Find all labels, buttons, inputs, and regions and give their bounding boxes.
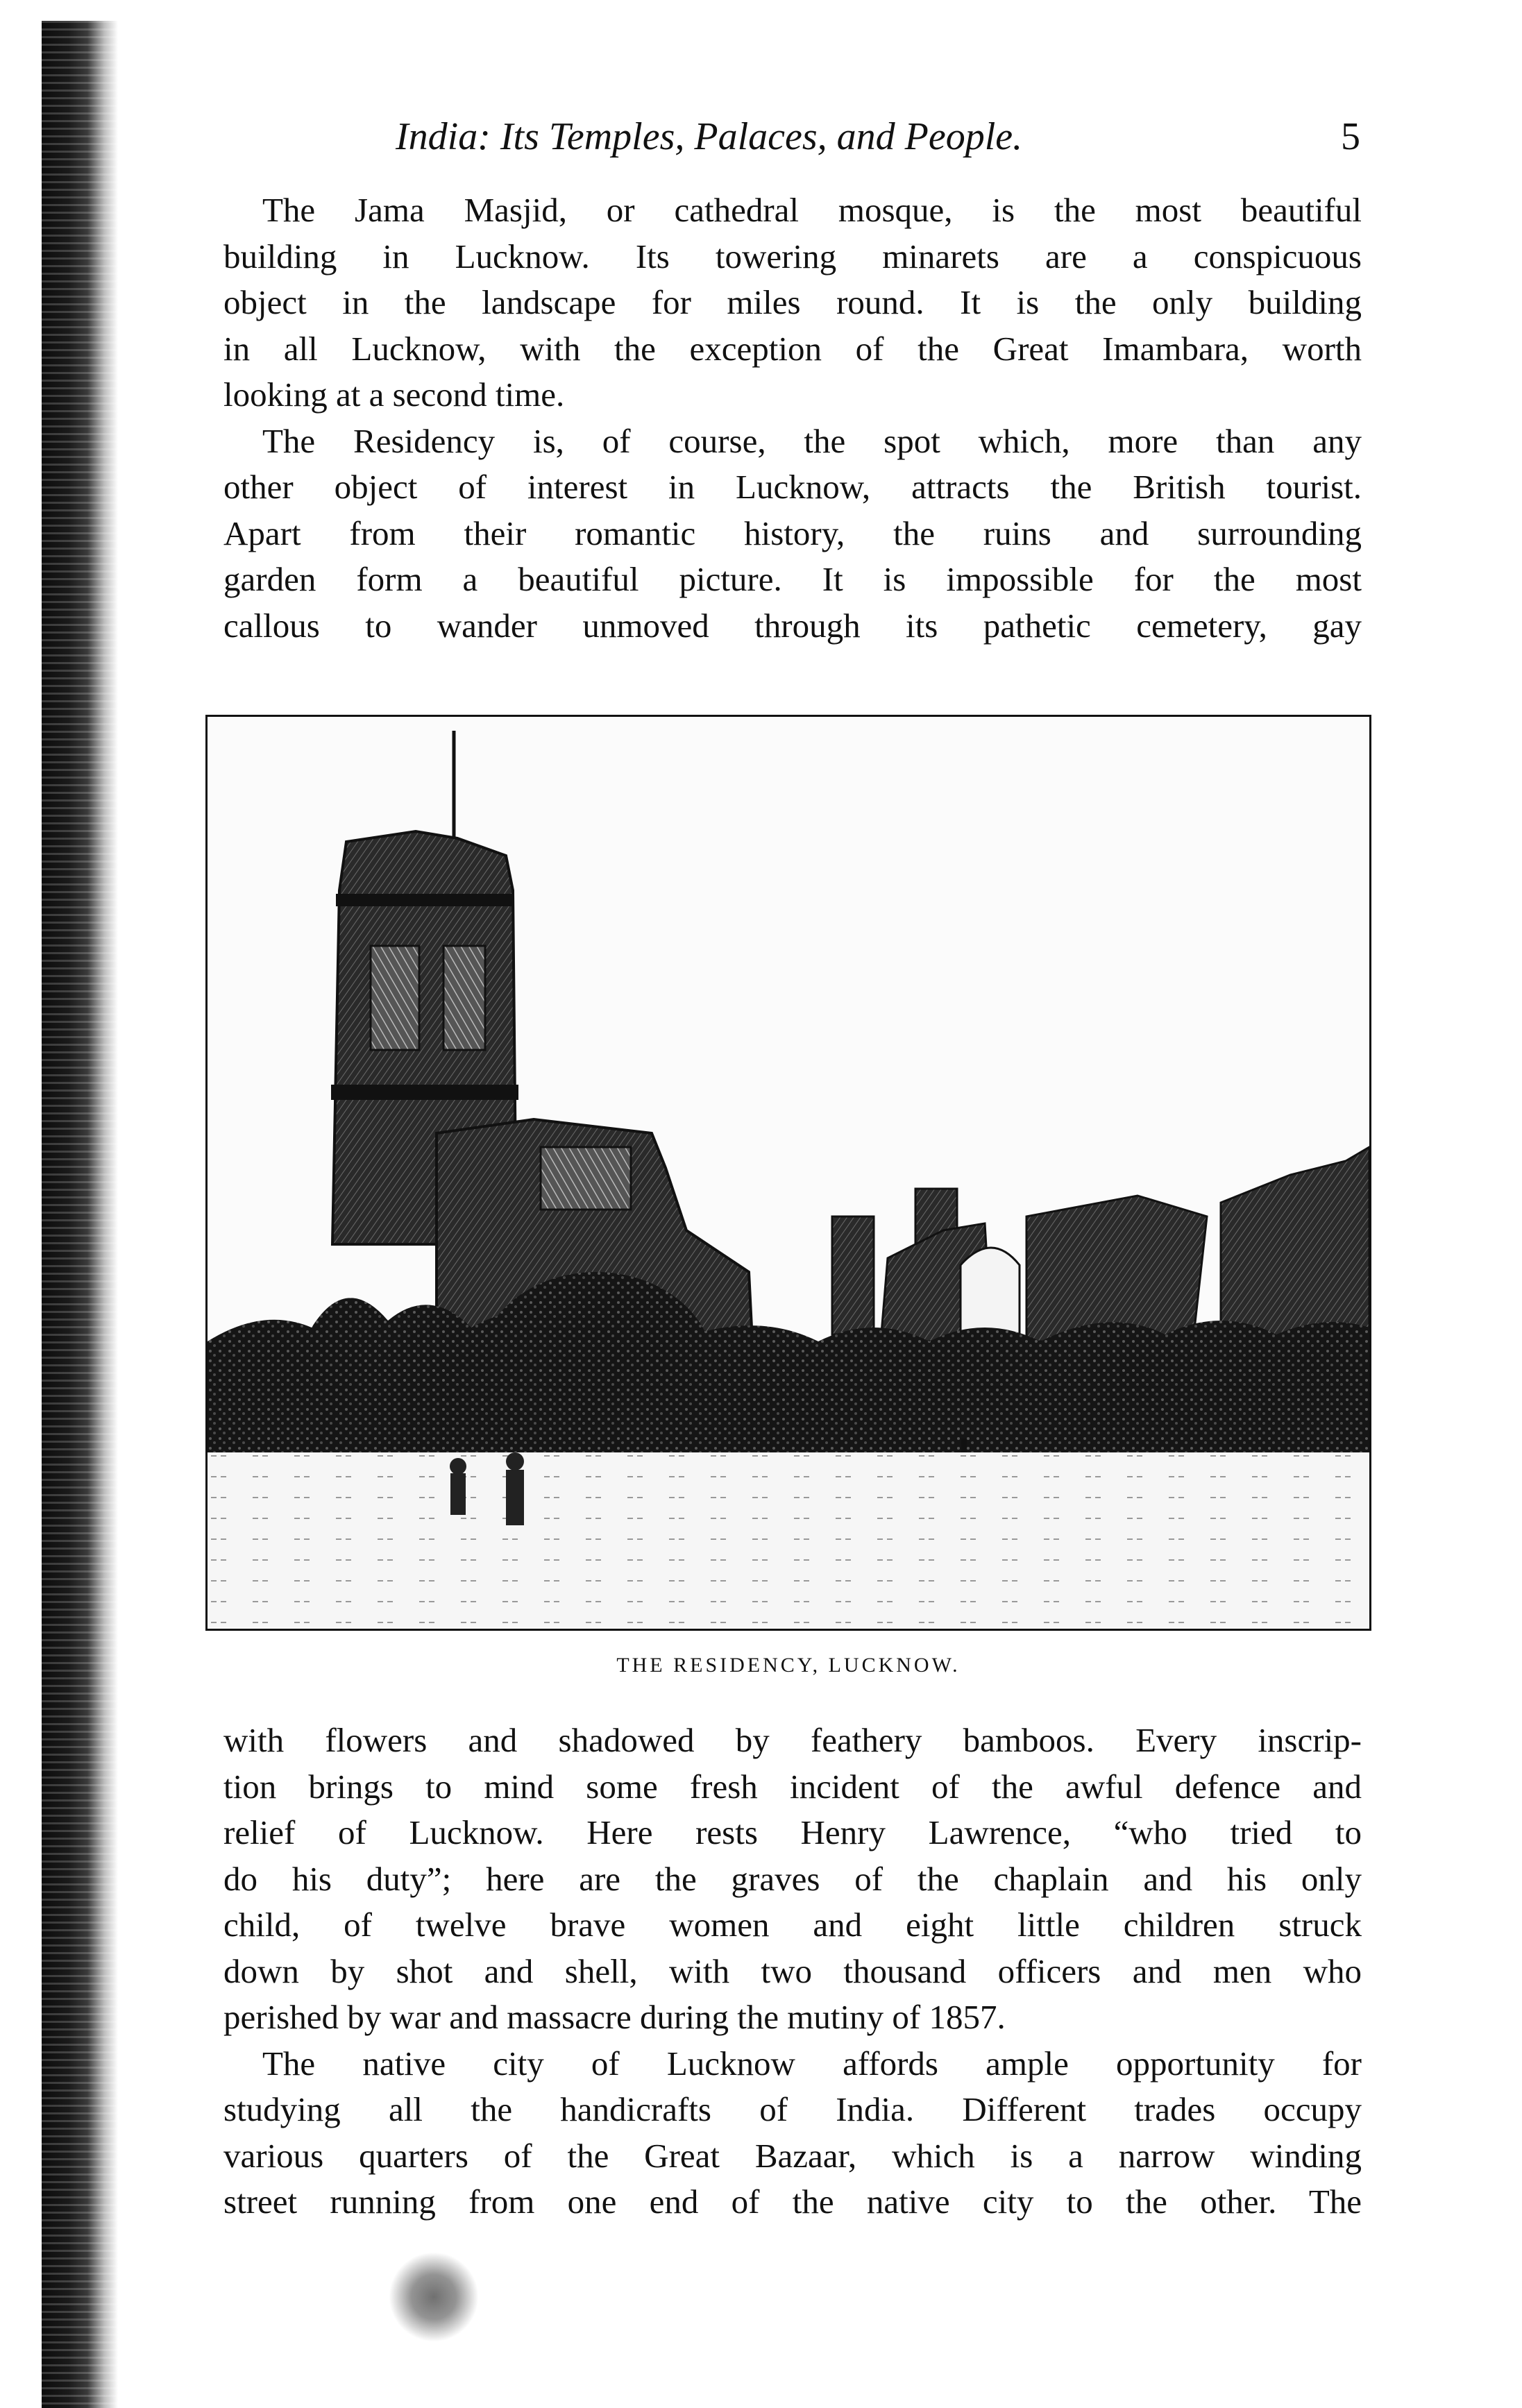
lawn [208, 1452, 1369, 1629]
running-title: India: Its Temples, Palaces, and People. [396, 115, 1023, 158]
book-binding-edge [42, 21, 118, 2408]
text-line: with flowers and shadowed by feathery bamboos. Every inscrip- [223, 1721, 1362, 1759]
text-line: various quarters of the Great Bazaar, which is a narrow winding [223, 2136, 1362, 2175]
figure-caption: THE RESIDENCY, LUCKNOW. [616, 1654, 961, 1677]
text-line: other object of interest in Lucknow, attracts the British tourist. [223, 468, 1362, 506]
text-block-bottom [223, 1718, 1362, 2225]
text-line: garden form a beautiful picture. It is impossible for the most [223, 560, 1362, 598]
text-line: down by shot and shell, with two thousand officers and men who [223, 1951, 1362, 1990]
text-line: do his duty”; here are the graves of the chaplain and his only [223, 1859, 1362, 1898]
residency-engraving [208, 717, 1369, 1629]
text-line: in all Lucknow, with the exception of the Great Imambara, worth [223, 329, 1362, 368]
text-line: building in Lucknow. Its towering minarets are a conspicuous [223, 237, 1362, 275]
text-line: relief of Lucknow. Here rests Henry Lawrence, “who tried to [223, 1813, 1362, 1851]
residency-illustration [205, 715, 1371, 1631]
text-line: studying all the handicrafts of India. Different trades occupy [223, 2090, 1362, 2128]
text-block-top [223, 187, 1362, 649]
ruined-building-right [832, 1147, 1369, 1341]
ink-blot [389, 2252, 479, 2342]
text-line: The Residency is, of course, the spot which, more than any [262, 421, 1362, 460]
text-line: child, of twelve brave women and eight little children struck [223, 1906, 1362, 1944]
text-line: The native city of Lucknow affords ample opportunity for [262, 2044, 1362, 2083]
tree [478, 1272, 714, 1466]
page-number: 5 [1341, 115, 1360, 158]
text-line: object in the landscape for miles round. It is the only building [223, 283, 1362, 321]
text-line: looking at a second time. [223, 375, 565, 414]
running-head [396, 115, 1360, 163]
text-line: The Jama Masjid, or cathedral mosque, is the most beautiful [262, 191, 1362, 229]
text-line: callous to wander unmoved through its pathetic cemetery, gay [223, 606, 1362, 645]
text-line: Apart from their romantic history, the ruins and surrounding [223, 514, 1362, 552]
text-line: tion brings to mind some fresh incident of the awful defence and [223, 1767, 1362, 1806]
text-line: street running from one end of the native city to the other. The [223, 2182, 1362, 2221]
text-line: perished by war and massacre during the mutiny of 1857. [223, 1998, 1006, 2036]
